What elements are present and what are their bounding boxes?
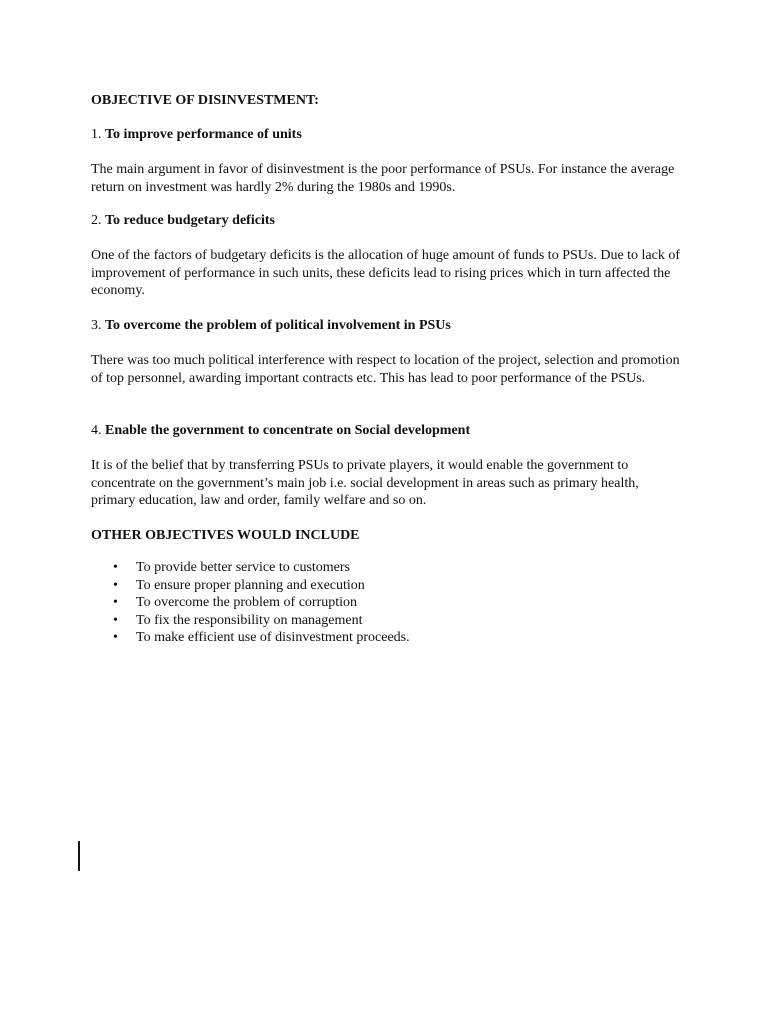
text-cursor-mark [78, 841, 80, 871]
list-item [91, 559, 651, 577]
section-2-body: One of the factors of budgetary deficits is the allocation of huge amount of funds to PSUs. Due to lack of improvement of performance in such units, these deficits lead to rising prices which in turn affected the economy. [91, 248, 681, 298]
list-item [91, 577, 651, 595]
bullet-icon: • [113, 612, 118, 628]
section-2-heading [91, 212, 681, 230]
list-item-text: To make efficient use of disinvestment proceeds. [136, 630, 410, 645]
bullet-icon: • [113, 595, 118, 610]
section-1-heading [91, 126, 681, 144]
section-4-body: It is of the belief that by transferring PSUs to private players, it would enable the government to concentrate on the government’s main job i.e. social development in areas such as primary health, primary education, law and order, family welfare and so on. [91, 458, 639, 508]
section-1-title: To improve performance of units [105, 127, 302, 142]
list-item [91, 629, 651, 647]
other-objectives-heading: OTHER OBJECTIVES WOULD INCLUDE [91, 528, 360, 543]
section-2-number: 2. [91, 213, 105, 228]
section-3-body: There was too much political interference with respect to location of the project, selection and promotion of top personnel, awarding important contracts etc. This has lead to poor performance of the PSUs. [91, 353, 680, 386]
section-1-number: 1. [91, 127, 105, 142]
list-item-text: To fix the responsibility on management [136, 612, 363, 628]
list-item [91, 594, 651, 612]
section-4-number: 4. [91, 423, 105, 438]
section-3-title: To overcome the problem of political involvement in PSUs [105, 318, 451, 333]
list-item-text: To ensure proper planning and execution [136, 577, 365, 593]
section-4-heading [91, 422, 681, 440]
section-1-body: The main argument in favor of disinvestment is the poor performance of PSUs. For instance the average return on investment was hardly 2% during the 1980s and 1990s. [91, 162, 675, 195]
section-3-heading [91, 317, 681, 335]
section-2-title: To reduce budgetary deficits [105, 213, 275, 228]
section-3-number: 3. [91, 318, 105, 333]
list-item [91, 612, 651, 630]
bullet-icon: • [113, 630, 118, 645]
list-item-text: To provide better service to customers [136, 560, 351, 575]
section-4-title: Enable the government to concentrate on Social development [105, 423, 471, 438]
other-objectives-list [91, 559, 651, 647]
bullet-icon: • [113, 577, 118, 593]
document-title: OBJECTIVE OF DISINVESTMENT: [91, 93, 319, 108]
list-item-text: To overcome the problem of corruption [136, 595, 358, 610]
bullet-icon: • [113, 560, 118, 575]
